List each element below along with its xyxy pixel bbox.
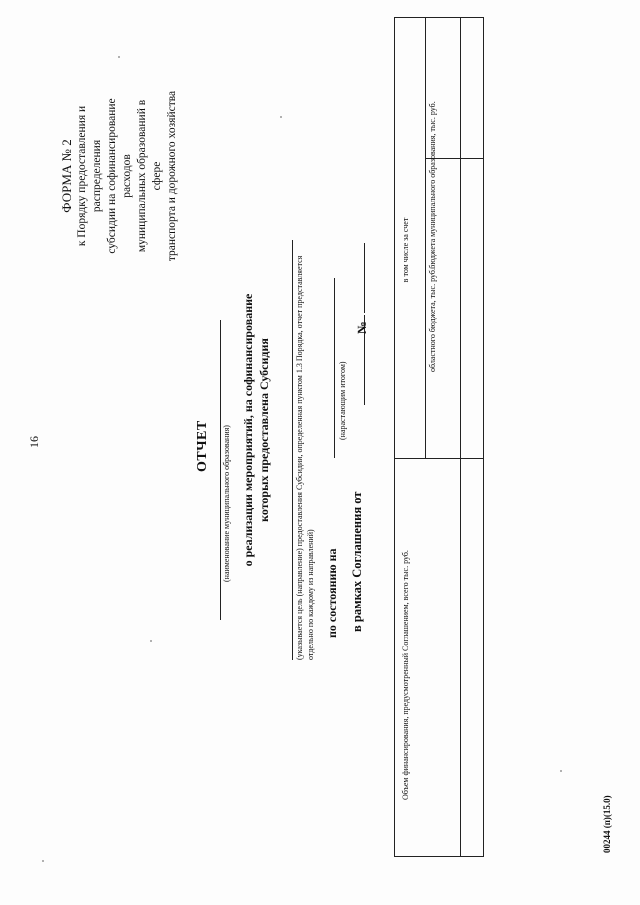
agreement-label: в рамках Соглашения от [350, 491, 364, 632]
scan-speck [118, 56, 120, 58]
scan-speck [42, 860, 44, 862]
target-caption: (указывается цель (направление) предоставления Субсидии, определенная пунктом 1.3 Порядка, отчет представляется отдельно по каждому из направлений) [292, 240, 316, 660]
state-date-line [334, 278, 335, 458]
form-subtitle-line-2: субсидии на софинансирование расходов [106, 98, 133, 254]
table-header-municipal: бюджета муниципального образования, тыс. руб. [428, 101, 437, 269]
scan-speck [150, 640, 152, 642]
table-divider [460, 18, 461, 856]
form-subtitle-line-4: транспорта и дорожного хозяйства [166, 90, 178, 262]
agreement-number-line [364, 243, 365, 313]
state-caption: (нарастающим итогом) [338, 361, 347, 440]
table-divider [425, 18, 426, 458]
form-subtitle-line-1: к Порядку предоставления и распределения [76, 105, 103, 247]
scan-speck [560, 770, 562, 772]
page-number: 16 [27, 436, 41, 448]
state-label: по состоянию на [325, 548, 339, 638]
form-title: ФОРМА № 2 [59, 139, 74, 213]
municipality-field-line [220, 320, 221, 620]
report-purpose-line-2: которых предоставлена Субсидия [257, 338, 271, 522]
form-subtitle-line-3: муниципальных образований в сфере [136, 99, 163, 253]
table-header-total: Объем финансирования, предусмотренный Соглашением, всего тыс. руб. [401, 550, 410, 800]
municipality-caption: (наименование муниципального образования) [222, 425, 231, 582]
report-purpose-line-1: о реализации мероприятий, на софинансирование [241, 293, 255, 567]
table-divider [395, 458, 483, 459]
footer-code: 00244 (п)(15.0) [602, 795, 612, 853]
table-header-regional: областного бюджета, тыс. руб. [428, 268, 437, 372]
table-header-including: в том числе за счет [401, 217, 410, 283]
scan-speck [280, 116, 282, 118]
report-purpose [240, 250, 272, 610]
report-title: ОТЧЕТ [195, 420, 210, 472]
agreement-number-label: № [355, 321, 369, 334]
form-header [58, 90, 180, 262]
